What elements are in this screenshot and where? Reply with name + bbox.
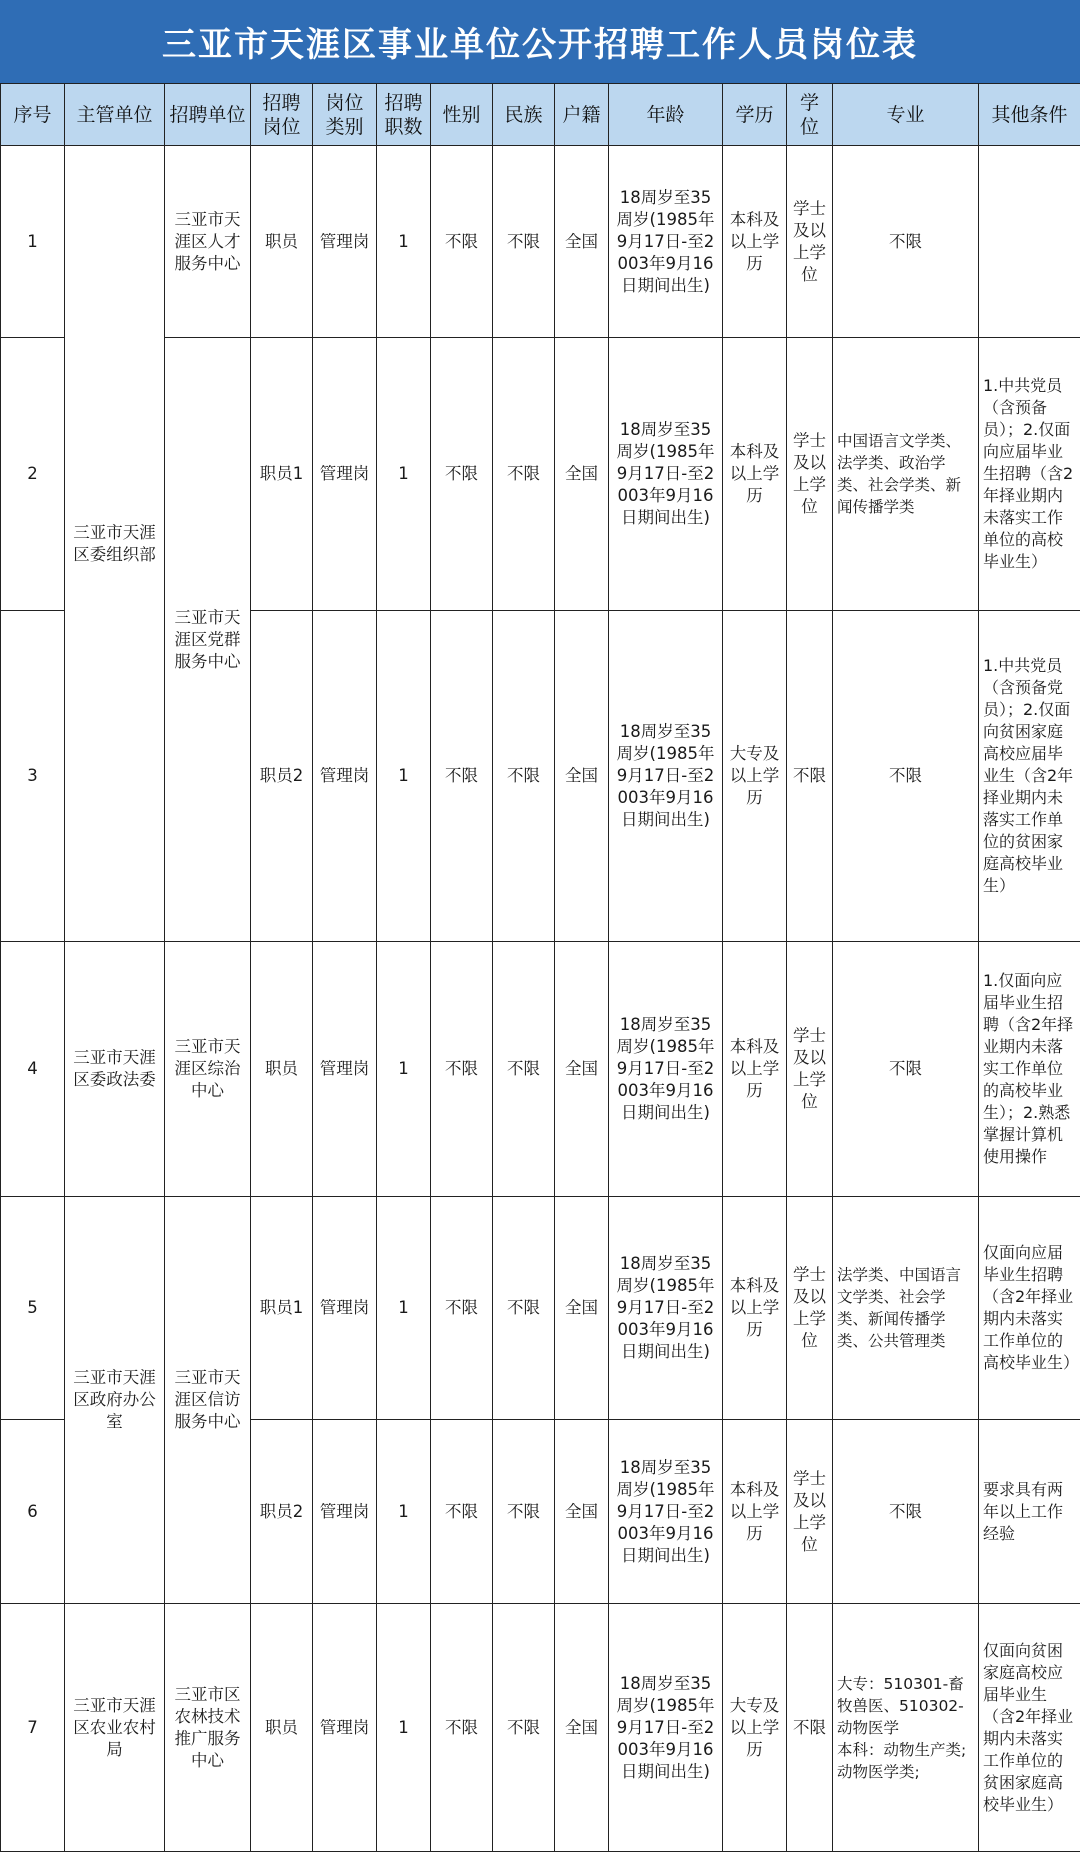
cell-hukou: 全国 [555, 338, 609, 611]
header-cell-degree: 学位 [787, 84, 833, 146]
cell-count: 1 [377, 1197, 431, 1420]
cell-hukou: 全国 [555, 942, 609, 1197]
cell-hukou: 全国 [555, 611, 609, 942]
header-cell-education: 学历 [723, 84, 787, 146]
cell-hukou: 全国 [555, 1420, 609, 1604]
cell-post: 职员 [251, 146, 313, 338]
cell-ethnicity: 不限 [493, 338, 555, 611]
header-cell-supervisor: 主管单位 [65, 84, 165, 146]
header-cell-ethnicity: 民族 [493, 84, 555, 146]
cell-no: 1 [1, 146, 65, 338]
cell-education: 大专及以上学历 [723, 1604, 787, 1852]
table-row [1, 942, 1080, 1197]
cell-no: 5 [1, 1197, 65, 1420]
cell-no: 4 [1, 942, 65, 1197]
header-cell-gender: 性别 [431, 84, 493, 146]
table-row [1, 1604, 1080, 1852]
cell-other: 仅面向贫困家庭高校应届毕业生（含2年择业期内未落实工作单位的贫困家庭高校毕业生） [979, 1604, 1080, 1852]
cell-age: 18周岁至35周岁(1985年9月17日-至2003年9月16日期间出生) [609, 1420, 723, 1604]
cell-category: 管理岗 [313, 1604, 377, 1852]
cell-category: 管理岗 [313, 146, 377, 338]
cell-major: 不限 [833, 1420, 979, 1604]
cell-no: 3 [1, 611, 65, 942]
cell-category: 管理岗 [313, 1197, 377, 1420]
cell-education: 本科及以上学历 [723, 1420, 787, 1604]
cell-major: 法学类、中国语言文学类、社会学类、新闻传播学类、公共管理类 [833, 1197, 979, 1420]
cell-education: 本科及以上学历 [723, 942, 787, 1197]
cell-degree: 学士及以上学位 [787, 338, 833, 611]
cell-other [979, 146, 1080, 338]
cell-degree: 不限 [787, 611, 833, 942]
page-title: 三亚市天涯区事业单位公开招聘工作人员岗位表 [162, 25, 918, 65]
cell-major: 不限 [833, 942, 979, 1197]
cell-education: 本科及以上学历 [723, 1197, 787, 1420]
cell-post: 职员2 [251, 1420, 313, 1604]
cell-major: 不限 [833, 611, 979, 942]
cell-post: 职员1 [251, 338, 313, 611]
cell-ethnicity: 不限 [493, 942, 555, 1197]
cell-age: 18周岁至35周岁(1985年9月17日-至2003年9月16日期间出生) [609, 1604, 723, 1852]
cell-hukou: 全国 [555, 146, 609, 338]
header-cell-count: 招聘职数 [377, 84, 431, 146]
cell-ethnicity: 不限 [493, 1420, 555, 1604]
header-cell-unit: 招聘单位 [165, 84, 251, 146]
cell-age: 18周岁至35周岁(1985年9月17日-至2003年9月16日期间出生) [609, 1197, 723, 1420]
cell-ethnicity: 不限 [493, 146, 555, 338]
cell-no: 2 [1, 338, 65, 611]
cell-gender: 不限 [431, 1604, 493, 1852]
cell-gender: 不限 [431, 146, 493, 338]
cell-count: 1 [377, 942, 431, 1197]
cell-count: 1 [377, 1420, 431, 1604]
recruitment-table [0, 83, 1080, 1852]
cell-age: 18周岁至35周岁(1985年9月17日-至2003年9月16日期间出生) [609, 146, 723, 338]
cell-gender: 不限 [431, 611, 493, 942]
cell-gender: 不限 [431, 1197, 493, 1420]
cell-ethnicity: 不限 [493, 611, 555, 942]
cell-supervisor: 三亚市天涯区委政法委 [65, 942, 165, 1197]
header-cell-post: 招聘岗位 [251, 84, 313, 146]
header-cell-category: 岗位类别 [313, 84, 377, 146]
cell-gender: 不限 [431, 942, 493, 1197]
cell-age: 18周岁至35周岁(1985年9月17日-至2003年9月16日期间出生) [609, 942, 723, 1197]
cell-supervisor: 三亚市天涯区委组织部 [65, 146, 165, 942]
cell-unit: 三亚市天涯区人才服务中心 [165, 146, 251, 338]
table-row [1, 1197, 1080, 1420]
cell-category: 管理岗 [313, 942, 377, 1197]
cell-count: 1 [377, 611, 431, 942]
cell-supervisor: 三亚市天涯区政府办公室 [65, 1197, 165, 1604]
cell-post: 职员 [251, 942, 313, 1197]
header-cell-hukou: 户籍 [555, 84, 609, 146]
cell-other: 仅面向应届毕业生招聘（含2年择业期内未落实工作单位的高校毕业生） [979, 1197, 1080, 1420]
cell-unit: 三亚市天涯区党群服务中心 [165, 338, 251, 942]
cell-category: 管理岗 [313, 611, 377, 942]
cell-no: 6 [1, 1420, 65, 1604]
cell-degree: 学士及以上学位 [787, 1420, 833, 1604]
cell-gender: 不限 [431, 1420, 493, 1604]
cell-category: 管理岗 [313, 338, 377, 611]
cell-supervisor: 三亚市天涯区农业农村局 [65, 1604, 165, 1852]
cell-education: 本科及以上学历 [723, 338, 787, 611]
cell-degree: 学士及以上学位 [787, 146, 833, 338]
cell-post: 职员1 [251, 1197, 313, 1420]
cell-other: 要求具有两年以上工作经验 [979, 1420, 1080, 1604]
cell-degree: 学士及以上学位 [787, 942, 833, 1197]
cell-age: 18周岁至35周岁(1985年9月17日-至2003年9月16日期间出生) [609, 338, 723, 611]
cell-major: 大专：510301-畜牧兽医、510302-动物医学 本科：动物生产类;动物医学类; [833, 1604, 979, 1852]
cell-education: 本科及以上学历 [723, 146, 787, 338]
cell-major: 中国语言文学类、法学类、政治学类、社会学类、新闻传播学类 [833, 338, 979, 611]
cell-other: 1.仅面向应届毕业生招聘（含2年择业期内未落实工作单位的高校毕业生）；2.熟悉掌握计算机使用操作 [979, 942, 1080, 1197]
cell-education: 大专及以上学历 [723, 611, 787, 942]
header-cell-age: 年龄 [609, 84, 723, 146]
cell-hukou: 全国 [555, 1604, 609, 1852]
title-bar [0, 0, 1080, 83]
cell-hukou: 全国 [555, 1197, 609, 1420]
cell-no: 7 [1, 1604, 65, 1852]
cell-post: 职员2 [251, 611, 313, 942]
cell-count: 1 [377, 338, 431, 611]
cell-count: 1 [377, 1604, 431, 1852]
cell-unit: 三亚市天涯区综治中心 [165, 942, 251, 1197]
header-cell-other: 其他条件 [979, 84, 1080, 146]
table-row [1, 146, 1080, 338]
cell-gender: 不限 [431, 338, 493, 611]
cell-major: 不限 [833, 146, 979, 338]
cell-ethnicity: 不限 [493, 1604, 555, 1852]
cell-unit: 三亚市天涯区信访服务中心 [165, 1197, 251, 1604]
header-row [1, 84, 1080, 146]
cell-other: 1.中共党员（含预备党员）；2.仅面向贫困家庭高校应届毕业生（含2年择业期内未落实工作单位的贫困家庭高校毕业生） [979, 611, 1080, 942]
cell-other: 1.中共党员（含预备员）；2.仅面向应届毕业生招聘（含2年择业期内未落实工作单位的高校毕业生） [979, 338, 1080, 611]
cell-category: 管理岗 [313, 1420, 377, 1604]
header-cell-no: 序号 [1, 84, 65, 146]
cell-count: 1 [377, 146, 431, 338]
cell-unit: 三亚市区农林技术推广服务中心 [165, 1604, 251, 1852]
cell-age: 18周岁至35周岁(1985年9月17日-至2003年9月16日期间出生) [609, 611, 723, 942]
cell-ethnicity: 不限 [493, 1197, 555, 1420]
cell-post: 职员 [251, 1604, 313, 1852]
cell-degree: 学士及以上学位 [787, 1197, 833, 1420]
header-cell-major: 专业 [833, 84, 979, 146]
cell-degree: 不限 [787, 1604, 833, 1852]
